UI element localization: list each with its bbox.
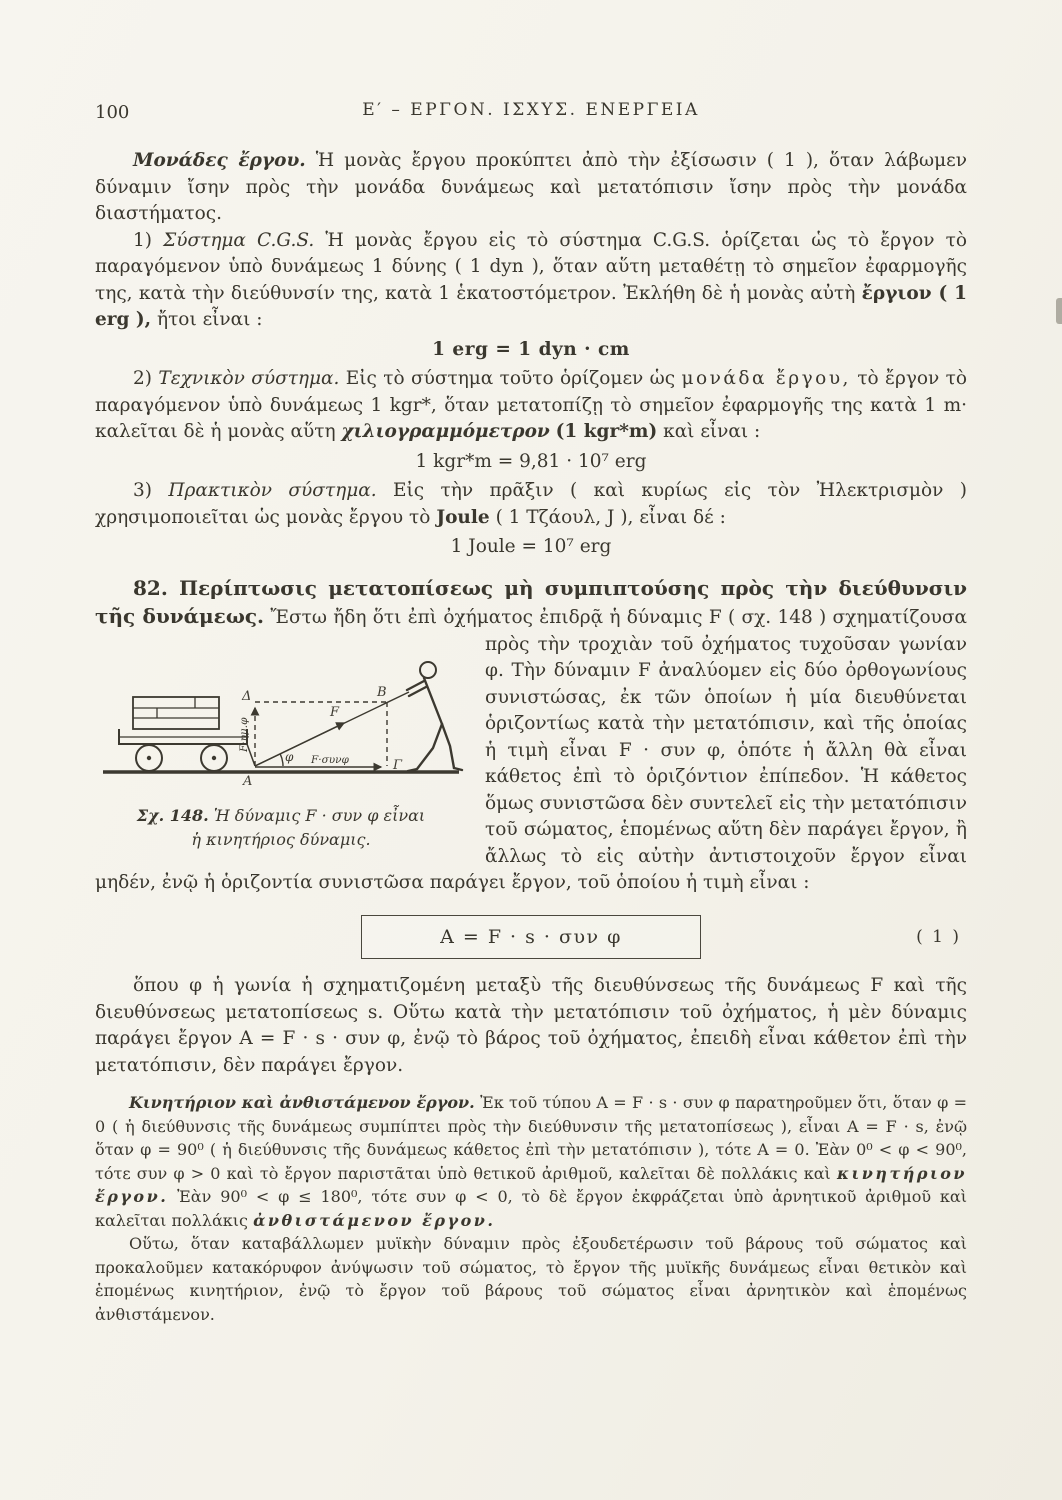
label-gamma: Γ: [393, 757, 403, 773]
section-82-heading: 82. Περίπτωσις μετατοπίσεως μὴ συμπιπτούσης πρὸς τὴν διεύθυνσιν τῆς δυνάμεως.: [95, 575, 967, 628]
label-f-sin-phi: F·ημ.φ: [238, 717, 250, 752]
term-motive-work: κινητήριον ἔργον.: [95, 1163, 967, 1206]
scan-artifact: [1056, 298, 1062, 324]
paragraph-text: καὶ εἶναι :: [663, 421, 761, 442]
list-number: 1): [133, 229, 152, 251]
cart-load: [133, 697, 219, 729]
page-content: [95, 148, 967, 1326]
formula-kgrm: 1 kgr*m = 9,81 · 10⁷ erg: [415, 450, 647, 472]
running-title: Ε′ – ΕΡΓΟΝ. ΙΣΧΥΣ. ΕΝΕΡΓΕΙΑ: [362, 100, 700, 120]
label-b: B: [377, 684, 387, 700]
equation-1-box: A = F · s · συν φ: [361, 915, 701, 960]
term-ergion: ἔργιον ( 1 erg ),: [95, 282, 967, 330]
label-f: F: [330, 704, 340, 720]
label-f-cos-phi: F·συνφ: [311, 753, 349, 766]
figure-148-drawing: [97, 640, 465, 792]
label-a: A: [243, 773, 253, 789]
notes-lead: Κινητήριον καὶ ἀνθιστάμενον ἔργον.: [129, 1093, 475, 1112]
notes-block: [95, 1091, 967, 1326]
paragraph-text: Ἡ μονὰς ἔργου εἰς τὸ σύστημα C.G.S. ὁρίζεται ὡς τὸ ἔργον τὸ παραγόμενον ὑπὸ δυνάμεως 1 δύνης ( 1 dyn ), ὅταν αὕτη μεταθέτῃ τὸ σημεῖον ἐφαρμογῆς της, κατὰ τὴν διεύθυνσίν της, κατὰ 1 ἑκατοστόμετρον. Ἐκλήθη δὲ ἡ μονὰς αὐτὴ: [95, 229, 967, 304]
paragraph-text: Ἡ μονὰς ἔργου προκύπτει ἀπὸ τὴν ἐξίσωσιν ( 1 ), ὅταν λάβωμεν δύναμιν ἴσην πρὸς τὴν μονάδα δυνάμεως καὶ μετατόπισιν ἴσην πρὸς τὴν μονάδα διαστήματος.: [95, 150, 967, 224]
list-number: 3): [133, 480, 152, 501]
term-resisting-work: ἀνθιστάμενον ἔργον.: [253, 1210, 496, 1230]
notes-text: Ἐὰν 90⁰ < φ ≤ 180⁰, τότε συν φ < 0, τὸ δὲ ἔργον ἐκφράζεται ὑπὸ ἀρνητικοῦ ἀριθμοῦ καὶ καλεῖται πολλάκις: [95, 1187, 967, 1230]
figure-caption-line-1: [95, 804, 467, 828]
notes-text: Ἐκ τοῦ τύπου A = F · s · συν φ παρατηροῦμεν ὅτι, ὅταν φ = 0 ( ἡ διεύθυνσις τῆς δυνάμεως συμπίπτει πρὸς τὴν διεύθυνσιν τῆς μετατοπίσεως ), εἶναι A = F · s, ἐνῷ ὅταν φ = 90⁰ ( ἡ διεύθυνσις τῆς δυνάμεως κάθετος ἐπὶ τὴν μετατόπισιν ), τότε A = 0. Ἐὰν 0⁰ < φ < 90⁰, τότε συν φ > 0 καὶ τὸ ἔργον παριστᾶται ὑπὸ θετικοῦ ἀριθμοῦ, καλεῖται δὲ πολλάκις καὶ: [95, 1093, 968, 1183]
paragraph-practical-system: [95, 478, 967, 531]
pulling-man: [407, 662, 462, 771]
figure-caption-text: Ἡ δύναμις F · συν φ εἶναι: [213, 805, 426, 825]
label-phi: φ: [285, 749, 294, 764]
term-kgrm: (1 kgr*m): [555, 421, 658, 442]
equation-1-number: ( 1 ): [916, 926, 961, 947]
paragraph-lead: Μονάδες ἔργου.: [133, 150, 306, 171]
label-delta: Δ: [242, 688, 252, 704]
figure-148: [95, 640, 467, 852]
page-number: 100: [95, 102, 130, 123]
formula-joule: 1 Joule = 10⁷ erg: [450, 536, 612, 557]
figure-caption-label: Σχ. 148.: [136, 805, 209, 825]
figure-caption-line-2: ἡ κινητήριος δύναμις.: [191, 829, 371, 849]
paragraph-text: ἤτοι εἶναι :: [156, 309, 263, 330]
paragraph-after-equation: ὅπου φ ἡ γωνία ἡ σχηματιζομένη μεταξὺ τῆς διευθύνσεως τῆς δυνάμεως F καὶ τῆς διευθύνσεως μετατοπίσεως s. Οὕτω κατὰ τὴν μετατόπισιν τοῦ ὀχήματος, ἡ μὲν δύναμις παράγει ἔργον A = F · s · συν φ, ἐνῷ τὸ βάρος τοῦ ὀχήματος, ἐπειδὴ εἶναι κάθετον ἐπὶ τὴν μετατόπισιν, δὲν παράγει ἔργον.: [95, 975, 967, 1076]
paragraph-lead: Τεχνικὸν σύστημα.: [158, 368, 340, 389]
notes-paragraph-2: Οὕτω, ὅταν καταβάλλωμεν μυϊκὴν δύναμιν πρὸς ἐξουδετέρωσιν τοῦ βάρους τοῦ σώματος καὶ προκαλοῦμεν κατακόρυφον ἀνύψωσιν τοῦ σώματος, τὸ ἔργον τῆς μυϊκῆς δυνάμεως εἶναι θετικὸν καὶ ἑπομένως κινητήριον, ἐνῷ τὸ ἔργον τοῦ βάρους τοῦ σώματος εἶναι ἀρνητικὸν καὶ ἑπομένως ἀνθιστάμενον.: [95, 1234, 967, 1324]
list-number: 2): [133, 368, 152, 389]
section-82-intro: Ἔστω ἤδη ὅτι ἐπὶ ὀχήματος ἐπιδρᾷ ἡ δύναμις F ( σχ. 148 ) σχηματίζουσα: [270, 607, 967, 628]
paragraph-technical-system: [95, 366, 967, 446]
equation-1-row: [95, 915, 967, 960]
notes-paragraph-1: [95, 1091, 967, 1232]
section-82-body: πρὸς τὴν τροχιὰν τοῦ ὀχήματος τυχοῦσαν γωνίαν φ. Τὴν δύναμιν F ἀναλύομεν εἰς δύο ὀρθογωνίους συνιστώσας, ἐκ τῶν ὁποίων ἡ μία διευθύνεται ὁριζοντίως κατὰ τὴν μετατόπισιν, καὶ τῆς ὁποίας ἡ τιμὴ εἶναι F · συν φ, ὁπότε ἡ ἄλλη θὰ εἶναι κάθετος ἐπὶ τὸ ὁριζόντιον ἐπίπεδον. Ἡ κάθετος ὅμως συνιστῶσα δὲν συντελεῖ εἰς τὴν μετατόπισιν τοῦ σώματος, ἑπομένως αὕτη δὲν παράγει ἔργον, ἢ ἄλλως τὸ εἰς αὐτὴν ἀντιστοιχοῦν ἔργον εἶναι μηδέν, ἐνῷ ἡ ὁριζοντία συνιστῶσα παράγει ἔργον, τοῦ ὁποίου ἡ τιμὴ εἶναι :: [95, 633, 967, 893]
paragraph-lead: Σύστημα C.G.S.: [163, 229, 315, 251]
paragraph-text: ( 1 Τζάουλ, J ), εἶναι δέ :: [495, 506, 726, 528]
paragraph-text: Εἰς τὸ σύστημα τοῦτο ὁρίζομεν ὡς: [345, 368, 676, 389]
formula-erg: 1 erg = 1 dyn · cm: [432, 338, 630, 360]
angle-arc: [280, 753, 283, 765]
paragraph-cgs-system: [95, 228, 967, 334]
page-header: [95, 100, 967, 132]
paragraph-text: Εἰς τὴν πρᾶξιν ( καὶ κυρίως εἰς τὸν Ἠλεκτρισμὸν ) χρησιμοποιεῖται ὡς μονὰς ἔργου τὸ: [95, 480, 967, 528]
term-joule: Joule: [436, 506, 490, 528]
section-82-paragraph: [95, 575, 967, 897]
paragraph-text: τὸ ἔργον τὸ παραγόμενον ὑπὸ δυνάμεως 1 kgr*, ὅταν μετατοπίζῃ τὸ σημεῖον ἐφαρμογῆς της κατὰ 1 m· καλεῖται δὲ ἡ μονὰς αὕτη: [95, 368, 967, 442]
paragraph-units-intro: [95, 148, 967, 228]
term-kilogrammometer: χιλιογραμμόμετρον: [341, 421, 550, 442]
figure-caption: [95, 804, 467, 852]
cart: [119, 697, 255, 771]
paragraph-lead: Πρακτικὸν σύστημα.: [168, 480, 377, 501]
emphasized-term: μονάδα ἔργου,: [681, 368, 851, 389]
